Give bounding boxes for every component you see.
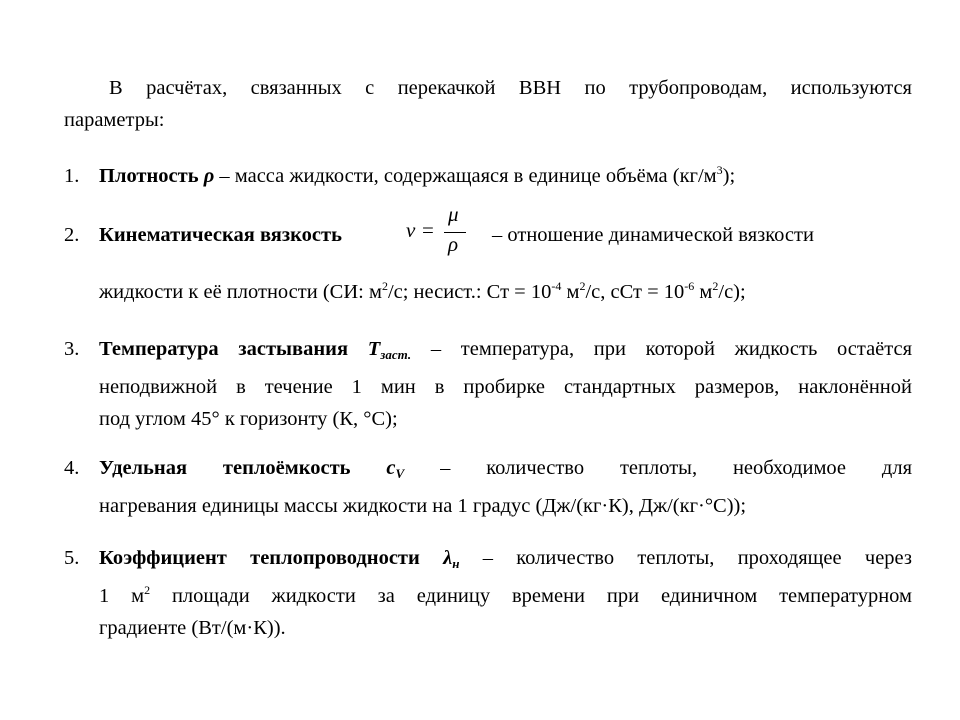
item-5-line-1 xyxy=(99,542,912,580)
item-5-line-2 xyxy=(99,580,912,612)
formula-nu: ν xyxy=(406,218,416,242)
item-5-number: 5. xyxy=(64,547,80,569)
item-3-line-1 xyxy=(99,333,912,371)
item-2-text-e: м xyxy=(694,281,713,303)
formula-numerator: μ xyxy=(448,202,459,226)
item-2-text-d: /с, сСт = 10 xyxy=(585,281,685,303)
item-2-sup-4: -6 xyxy=(684,279,695,293)
item-5-term: Коэффициент теплопроводности xyxy=(99,547,420,569)
pour-point-symbol: T xyxy=(367,338,381,360)
item-3-pour-point xyxy=(99,333,912,435)
item-4-heat-capacity xyxy=(99,452,912,522)
intro-line-1: В расчётах, связанных с перекачкой ВВН по трубопроводам, используются xyxy=(109,77,912,99)
item-4-line-2: нагревания единицы массы жидкости на 1 градус (Дж/(кг·К), Дж/(кг·°С)); xyxy=(99,495,747,517)
item-5-sup: 2 xyxy=(144,583,151,597)
item-5-thermal-conductivity xyxy=(99,542,912,644)
item-5-text-2a: 1 м xyxy=(99,585,145,607)
heat-capacity-symbol: c xyxy=(386,457,396,479)
item-5-text-2b: площади жидкости за единицу времени при единичном температурном xyxy=(150,585,912,607)
density-symbol: ρ xyxy=(203,165,215,187)
item-3-line-2: неподвижной в течение 1 мин в пробирке стандартных размеров, наклонённой xyxy=(99,376,912,398)
item-1-text: – масса жидкости, содержащаяся в единице объёма (кг/м xyxy=(214,165,717,187)
item-2-text-c: м xyxy=(561,281,580,303)
item-4-number: 4. xyxy=(64,457,80,479)
item-1-density xyxy=(99,160,912,192)
item-4-text-1: – количество теплоты, необходимое для xyxy=(404,457,913,479)
item-2-term-text: Кинематическая вязкость xyxy=(99,224,342,246)
item-2-sup-1: 2 xyxy=(381,279,388,293)
item-4-line-1 xyxy=(99,452,912,490)
item-3-line-3: под углом 45° к горизонту (К, °С); xyxy=(99,408,398,430)
item-2-term xyxy=(99,219,342,251)
item-1-number: 1. xyxy=(64,165,80,187)
item-2-sup-2: -4 xyxy=(551,279,562,293)
thermal-conductivity-subscript: н xyxy=(452,556,460,571)
item-1-sup: 3 xyxy=(716,163,723,177)
item-2-text-a: жидкости к её плотности (СИ: м xyxy=(99,281,382,303)
item-1-text-end: ); xyxy=(722,165,736,187)
thermal-conductivity-symbol: λ xyxy=(443,547,453,569)
item-2-line-1-tail: – отношение динамической вязкости xyxy=(492,224,814,246)
item-1-term: Плотность xyxy=(99,165,199,187)
item-2-line-2 xyxy=(99,276,746,308)
item-3-text-1: – температура, при которой жидкость остаётся xyxy=(411,338,913,360)
item-3-number: 3. xyxy=(64,338,80,360)
kinematic-viscosity-formula xyxy=(406,202,476,261)
heat-capacity-subscript: V xyxy=(395,466,405,481)
item-3-term: Температура застывания xyxy=(99,338,349,360)
item-2-text-f: /с); xyxy=(718,281,746,303)
item-2-sup-5: 2 xyxy=(712,279,719,293)
item-5-line-3: градиенте (Вт/(м·К)). xyxy=(99,617,286,639)
item-5-text-1: – количество теплоты, проходящее через xyxy=(459,547,912,569)
formula-equals: = xyxy=(422,218,434,242)
intro-line-2: параметры: xyxy=(64,109,165,131)
item-2-sup-3: 2 xyxy=(579,279,586,293)
item-2-number: 2. xyxy=(64,224,80,246)
formula-denominator: ρ xyxy=(448,232,459,256)
intro-paragraph xyxy=(64,72,912,136)
pour-point-subscript: заст. xyxy=(380,347,412,362)
item-4-term: Удельная теплоёмкость xyxy=(99,457,351,479)
item-2-text-b: /с; несист.: Ст = 10 xyxy=(387,281,552,303)
